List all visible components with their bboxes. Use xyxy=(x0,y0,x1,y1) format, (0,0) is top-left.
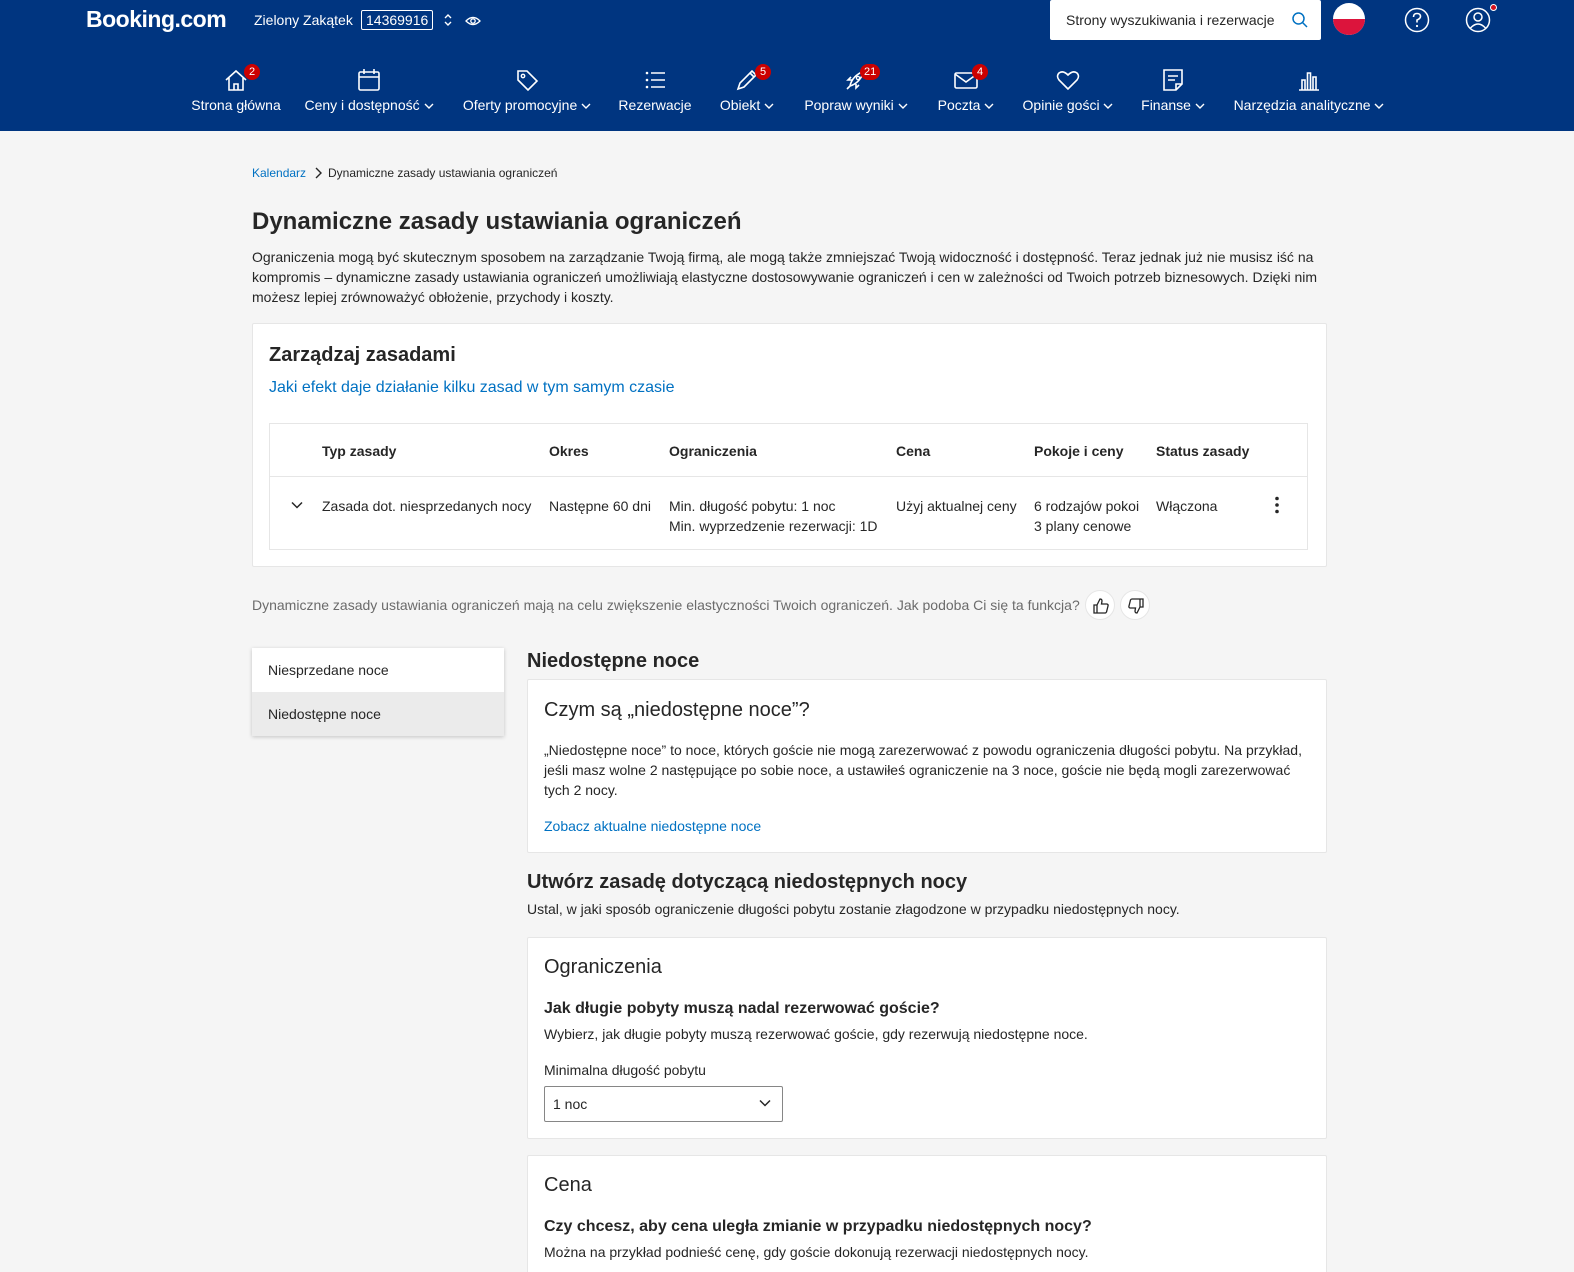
nav-property[interactable] xyxy=(713,64,781,120)
multiple-rules-link[interactable]: Jaki efekt daje działanie kilku zasad w tym samym czasie xyxy=(269,379,675,396)
nav-analytics[interactable] xyxy=(1229,64,1389,120)
rule-period-cell: Następne 60 dni xyxy=(549,498,651,514)
feedback-question: Dynamiczne zasady ustawiania ograniczeń mają na celu zwiększenie elastyczności Twoich ograniczeń. Jak podoba Ci się ta funkcja? xyxy=(252,597,1080,613)
chevron-down-icon xyxy=(581,102,591,110)
price-card xyxy=(527,1155,1327,1272)
nav-guest-reviews[interactable] xyxy=(1018,64,1118,120)
document-icon xyxy=(1159,66,1187,94)
property-id: 14369916 xyxy=(361,10,433,30)
booking-logo[interactable]: Booking.com xyxy=(86,6,227,32)
side-menu-item-unavailable-nights[interactable]: Niedostępne noce xyxy=(252,692,504,736)
expand-row-icon[interactable] xyxy=(290,498,304,515)
chevron-right-icon xyxy=(314,166,322,182)
rule-type-menu xyxy=(252,648,504,736)
card-text: „Niedostępne noce” to noce, których goście nie mogą zarezerwować z powodu ograniczenia długości pobytu. Na przykład, jeśli masz wolne 2 następujące po sobie noce, a ustawiłeś ograniczenie na 3 noce, goście nie będą mogli zarezerwować tych 2 nocy. xyxy=(544,742,1302,798)
chevron-down-icon xyxy=(898,102,908,110)
min-stay-select[interactable] xyxy=(544,1086,783,1122)
chevron-down-icon xyxy=(1195,102,1205,110)
rule-rooms-cell xyxy=(1034,496,1139,536)
create-rule-description: Ustal, w jaki sposób ograniczenie długości pobytu zostanie złagodzone w przypadku niedostępnych nocy. xyxy=(527,901,1180,917)
rule-status-cell: Włączona xyxy=(1156,498,1218,514)
column-header: Okres xyxy=(549,443,589,459)
card-question: Jak długie pobyty muszą nadal rezerwować goście? xyxy=(544,1000,940,1017)
chevron-down-icon xyxy=(984,102,994,110)
nav-label: Poczta xyxy=(937,97,981,113)
nav-reservations[interactable] xyxy=(614,64,696,120)
chevron-down-icon xyxy=(764,102,774,110)
restriction-line: Min. długość pobytu: 1 noc xyxy=(669,498,836,514)
search-input[interactable]: Strony wyszukiwania i rezerwacje xyxy=(1066,12,1275,28)
card-help-text: Można na przykład podnieść cenę, gdy goście dokonują rezerwacji niedostępnych nocy. xyxy=(544,1244,1089,1260)
card-heading: Czym są „niedostępne noce”? xyxy=(544,699,810,721)
thumbs-up-icon xyxy=(1092,597,1110,615)
switch-property-icon[interactable] xyxy=(443,13,453,30)
nav-badge: 2 xyxy=(244,64,260,80)
search-icon[interactable] xyxy=(1291,11,1309,32)
nav-label: Rezerwacje xyxy=(618,97,692,113)
page-title: Dynamiczne zasady ustawiania ograniczeń xyxy=(252,208,742,235)
nav-badge: 21 xyxy=(860,64,880,80)
nav-boost-performance[interactable] xyxy=(799,64,913,120)
card-heading: Ograniczenia xyxy=(544,956,662,978)
nav-label: Narzędzia analityczne xyxy=(1233,97,1371,113)
manage-rules-card xyxy=(252,323,1327,567)
nav-promotions[interactable] xyxy=(458,64,596,120)
table-divider xyxy=(270,476,1307,477)
property-name: Zielony Zakątek xyxy=(254,12,353,28)
card-question: Czy chcesz, aby cena uległa zmianie w przypadku niedostępnych nocy? xyxy=(544,1218,1092,1235)
column-header: Cena xyxy=(896,443,931,459)
rooms-line: 3 plany cenowe xyxy=(1034,518,1132,534)
top-header xyxy=(0,0,1574,131)
thumbs-down-button[interactable] xyxy=(1120,590,1150,620)
chevron-down-icon xyxy=(758,1096,772,1113)
bar-chart-icon xyxy=(1295,66,1323,94)
list-icon xyxy=(641,66,669,94)
card-help-text: Wybierz, jak długie pobyty muszą rezerwować goście, gdy rezerwują niedostępne noce. xyxy=(544,1026,1088,1042)
notification-dot xyxy=(1490,4,1497,11)
thumbs-up-button[interactable] xyxy=(1085,590,1115,620)
rule-price-cell: Użyj aktualnej ceny xyxy=(896,498,1017,514)
breadcrumb-calendar-link[interactable]: Kalendarz xyxy=(252,166,307,180)
unavailable-nights-title: Niedostępne noce xyxy=(527,650,700,672)
column-header: Ograniczenia xyxy=(669,443,757,459)
chevron-down-icon xyxy=(424,102,434,110)
account-icon[interactable] xyxy=(1465,7,1491,36)
nav-label: Ceny i dostępność xyxy=(304,97,420,113)
nav-home[interactable] xyxy=(186,64,286,120)
nav-label: Opinie gości xyxy=(1022,97,1100,113)
column-header: Pokoje i ceny xyxy=(1034,443,1124,459)
restrictions-card xyxy=(527,937,1327,1139)
manage-rules-title: Zarządzaj zasadami xyxy=(269,344,456,366)
chevron-down-icon xyxy=(1103,102,1113,110)
language-flag-icon[interactable] xyxy=(1333,3,1365,35)
rooms-line: 6 rodzajów pokoi xyxy=(1034,498,1140,514)
restriction-line: Min. wyprzedzenie rezerwacji: 1D xyxy=(669,518,878,534)
more-options-icon[interactable] xyxy=(1270,495,1284,518)
nav-inbox[interactable] xyxy=(932,64,1000,120)
nav-label: Finanse xyxy=(1141,97,1191,113)
rules-table xyxy=(269,423,1308,550)
side-menu-item-unsold-nights[interactable]: Niesprzedane noce xyxy=(268,662,389,678)
rule-type-cell: Zasada dot. niesprzedanych nocy xyxy=(322,498,532,514)
calendar-icon xyxy=(355,66,383,94)
what-are-unavailable-nights-card xyxy=(527,679,1327,853)
card-heading: Cena xyxy=(544,1174,592,1196)
min-stay-label: Minimalna długość pobytu xyxy=(544,1062,706,1078)
nav-badge: 4 xyxy=(972,64,988,80)
min-stay-value: 1 noc xyxy=(553,1096,588,1112)
page-intro: Ograniczenia mogą być skutecznym sposobem na zarządzanie Twoją firmą, ale mogą także zmniejszać Twoją widoczność i dostępność. Teraz jednak już nie musisz iść na kompromis – dynamiczne zasady ustawiania ograniczeń umożliwiają elastyczne dostosowywanie ograniczeń i cen w zależności od Twoich potrzeb biznesowych. Dzięki nim możesz lepiej zrównoważyć obłożenie, przychody i koszty. xyxy=(252,249,1318,305)
eye-icon[interactable] xyxy=(465,14,481,30)
search-box[interactable] xyxy=(1050,0,1321,40)
view-unavailable-nights-link[interactable]: Zobacz aktualne niedostępne noce xyxy=(544,818,762,834)
chevron-down-icon xyxy=(1374,102,1384,110)
thumbs-down-icon xyxy=(1127,597,1145,615)
create-rule-title: Utwórz zasadę dotyczącą niedostępnych nocy xyxy=(527,871,968,893)
breadcrumb-current: Dynamiczne zasady ustawiania ograniczeń xyxy=(328,166,558,180)
heart-icon xyxy=(1054,66,1082,94)
nav-label: Strona główna xyxy=(191,97,281,113)
nav-label: Oferty promocyjne xyxy=(462,97,578,113)
rule-restrictions-cell xyxy=(669,496,878,536)
nav-rates-availability[interactable] xyxy=(301,64,437,120)
column-header: Typ zasady xyxy=(322,443,397,459)
nav-label: Obiekt xyxy=(719,97,761,113)
column-header: Status zasady xyxy=(1156,443,1250,459)
nav-badge: 5 xyxy=(755,64,771,80)
nav-finance[interactable] xyxy=(1137,64,1209,120)
tag-icon xyxy=(513,66,541,94)
nav-label: Popraw wyniki xyxy=(804,97,894,113)
help-icon[interactable] xyxy=(1404,7,1430,36)
